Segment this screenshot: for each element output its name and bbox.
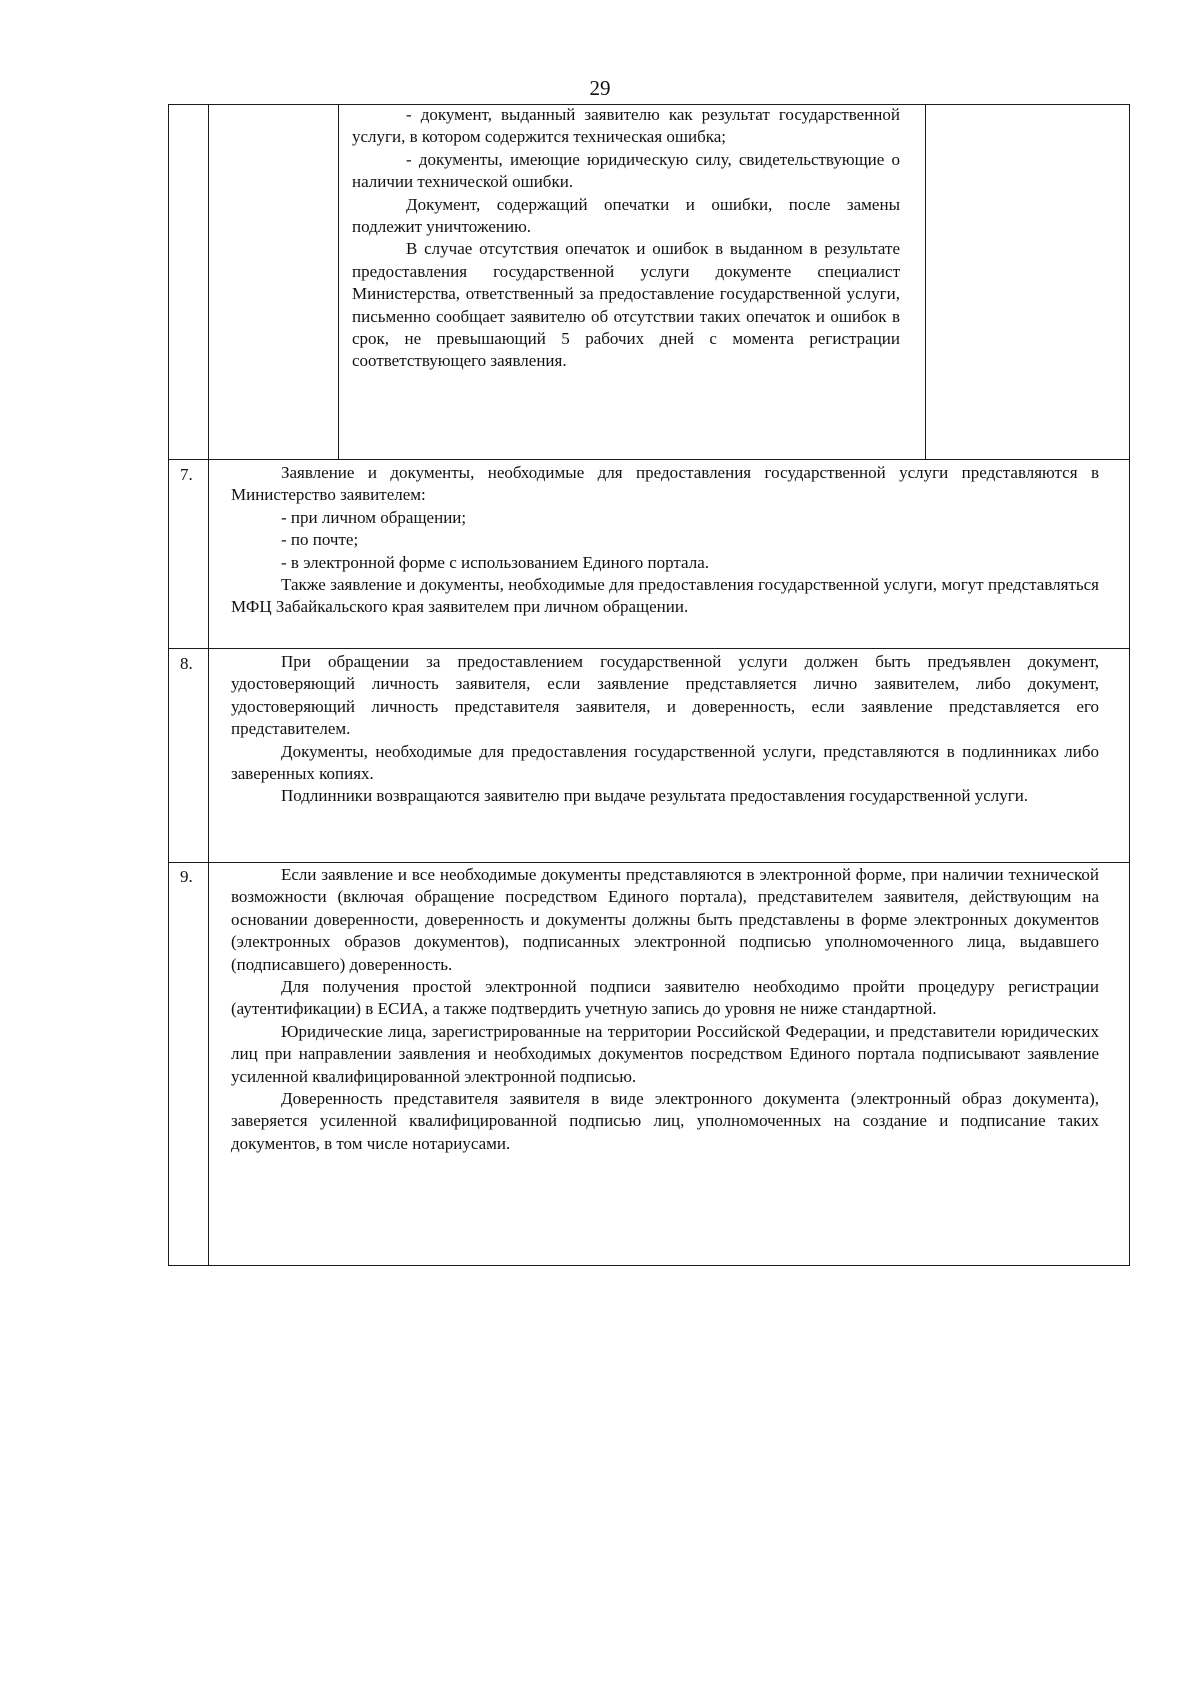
paragraph: Для получения простой электронной подписи заявителю необходимо пройти процедуру регистрации (аутентификации) в ЕСИА, а также подтвердить учетную запись до уровня не ниже стандартной. [231,977,1099,1019]
paragraph: Юридические лица, зарегистрированные на территории Российской Федерации, и представители юридических лиц при направлении заявления и необходимых документов посредством Единого портала подписывают заявление усиленной квалифицированной электронной подписью. [231,1021,1099,1086]
table-divider-inner-left [338,104,339,459]
paragraph: Если заявление и все необходимые документы представляются в электронной форме, при наличии технической возможности (включая обращение посредством Единого портала), представителем заявителя, действующим на основании доверенности, доверенность и документы должны быть представлены в форме электронных документов (электронных образов документов), подписанных электронной подписью уполномоченного лица, выдавшего (подписавшего) доверенность. [231,865,1099,974]
paragraph: Подлинники возвращаются заявителю при выдаче результата предоставления государственной услуги. [281,786,1029,806]
page-number: 29 [589,76,611,100]
row-number: 9. [180,867,193,886]
paragraph: Заявление и документы, необходимые для предоставления государственной услуги представляются в Министерство заявителем: [231,463,1099,505]
row-number: 8. [180,654,193,673]
paragraph: Доверенность представителя заявителя в виде электронного документа (электронный образ документа), заверяется усиленной квалифицированной подписью лиц, уполномоченных на создание и подписание таких документов, в том числе нотариусами. [231,1089,1099,1153]
table-divider-row [168,459,1130,460]
row-number: 7. [180,465,193,484]
table-divider-number-column [208,104,209,1266]
paragraph: - документы, имеющие юридическую силу, свидетельствующие о наличии технической ошибки. [352,149,900,192]
table-divider-row [168,862,1130,863]
list-item: - при личном обращении; [281,507,467,527]
paragraph: Документ, содержащий опечатки и ошибки, после замены подлежит уничтожению. [352,194,900,237]
row-continued-text [352,104,900,373]
paragraph: Документы, необходимые для предоставления государственной услуги, представляются в подлинниках либо заверенных копиях. [231,741,1099,784]
row-8-text [231,651,1099,808]
paragraph: Также заявление и документы, необходимые для предоставления государственной услуги, могут представляться МФЦ Забайкальского края заявителем при личном обращении. [231,575,1099,617]
row-7-text [231,462,1099,619]
row-9-text [231,864,1099,1155]
paragraph: - документ, выданный заявителю как результат государственной услуги, в котором содержится техническая ошибка; [352,105,900,147]
table-divider-row [168,648,1130,649]
list-item: - в электронной форме с использованием Единого портала. [281,552,710,572]
paragraph: В случае отсутствия опечаток и ошибок в выданном в результате предоставления государственной услуги документе специалист Министерства, ответственный за предоставление государственной услуги, письменно сообщает заявителю об отсутствии таких опечаток и ошибок в срок, не превышающий 5 рабочих дней с момента регистрации соответствующего заявления. [352,239,900,371]
table-divider-inner-right [925,104,926,459]
paragraph: При обращении за предоставлением государственной услуги должен быть предъявлен документ, удостоверяющий личность заявителя, если заявление представляется лично заявителем, либо документ, удостоверяющий личность представителя заявителя, и доверенность, если заявление представляется его представителем. [231,652,1099,739]
list-item: - по почте; [281,530,359,550]
